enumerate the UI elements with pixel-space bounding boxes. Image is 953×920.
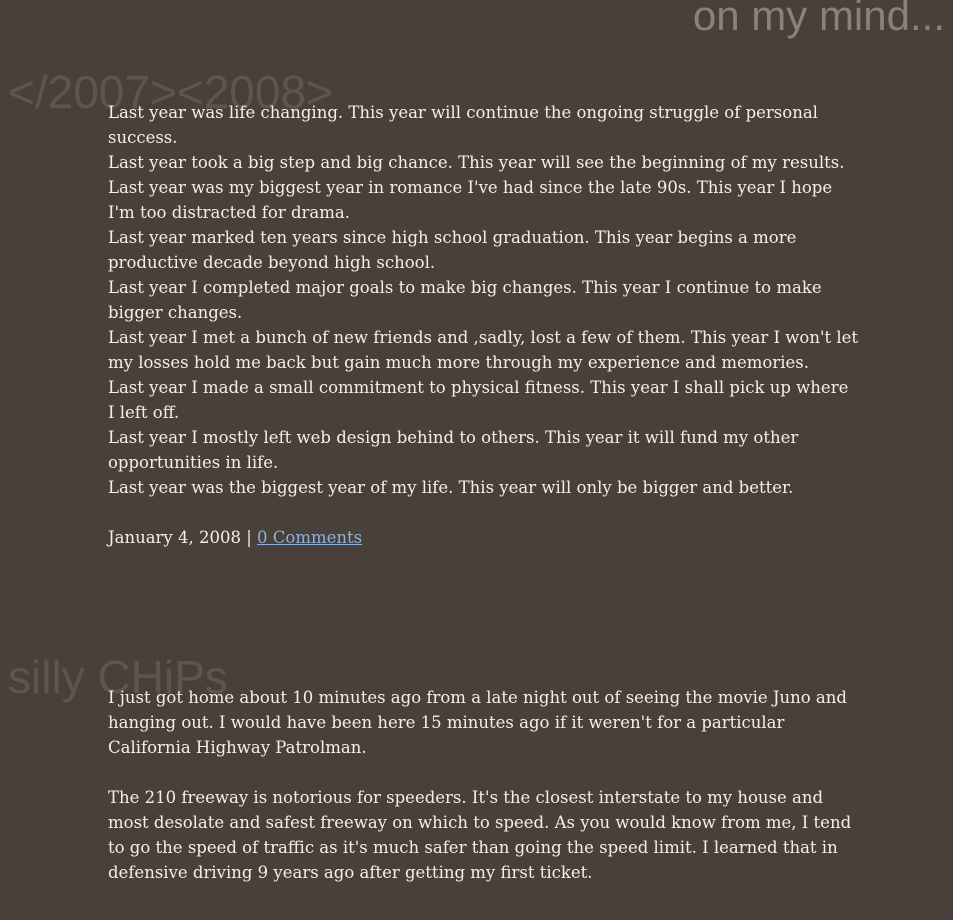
post-line: Last year marked ten years since high school graduation. This year begins a more productive decade beyond high school.	[108, 228, 797, 272]
comments-link[interactable]: 0 Comments	[257, 528, 363, 547]
post-date: January 4, 2008	[108, 528, 241, 547]
post-line: Last year I met a bunch of new friends and ,sadly, lost a few of them. This year I won't let my losses hold me back but gain much more through my experience and memories.	[108, 328, 859, 372]
post-paragraph: I just got home about 10 minutes ago from a late night out of seeing the movie Juno and hanging out. I would have been here 15 minutes ago if it weren't for a particular California Highway Patrolman.	[108, 688, 847, 757]
post-line: Last year took a big step and big chance. This year will see the beginning of my results.	[108, 153, 845, 172]
post-paragraph: The 210 freeway is notorious for speeders. It's the closest interstate to my house and most desolate and safest freeway on which to speed. As you would know from me, I tend to go the speed of traffic as it's much safer than going the speed limit. I learned that in defensive driving 9 years ago after getting my first ticket.	[108, 788, 852, 882]
meta-separator: |	[246, 528, 252, 547]
post-line: Last year was the biggest year of my life. This year will only be bigger and better.	[108, 478, 794, 497]
post-meta	[108, 525, 860, 550]
post-line: Last year I completed major goals to make big changes. This year I continue to make bigger changes.	[108, 278, 822, 322]
post-body	[108, 100, 860, 550]
site-tagline: on my mind...	[692, 0, 945, 39]
post-line: Last year I made a small commitment to physical fitness. This year I shall pick up where I left off.	[108, 378, 849, 422]
post-title[interactable]: </2007><2008>	[8, 66, 333, 118]
post-title[interactable]: silly CHiPs	[8, 651, 228, 703]
blog-post	[0, 66, 953, 550]
post-line: Last year was life changing. This year will continue the ongoing struggle of personal success.	[108, 103, 818, 147]
post-line: Last year I mostly left web design behind to others. This year it will fund my other opportunities in life.	[108, 428, 799, 472]
post-line: Last year was my biggest year in romance I've had since the late 90s. This year I hope I'm too distracted for drama.	[108, 178, 833, 222]
post-body	[108, 685, 860, 885]
blog-post	[0, 651, 953, 910]
